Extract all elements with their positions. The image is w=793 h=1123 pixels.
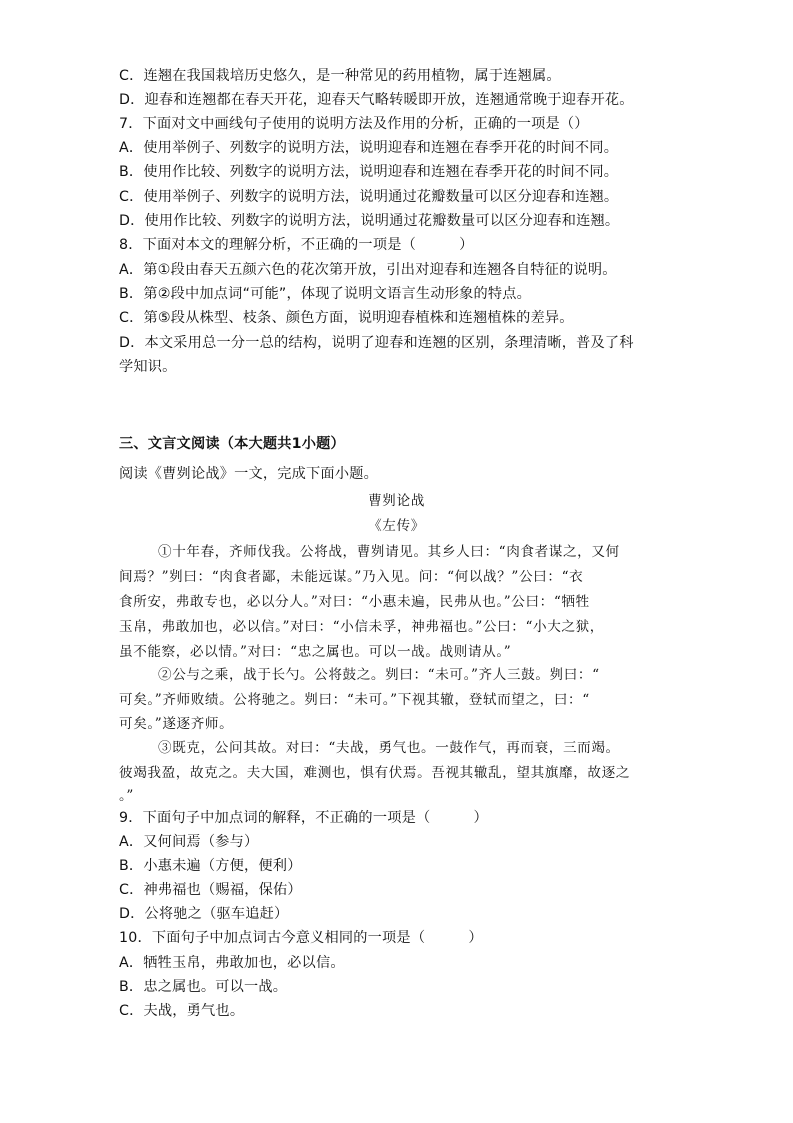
q9-option-d: D．公将驰之（驱车追赶） [119, 906, 289, 922]
q10-option-a: A．牺牲玉帛，弗敢加也，必以信。 [119, 955, 345, 971]
q7-option-c: C．使用举例子、列数字的说明方法，说明通过花瓣数量可以区分迎春和连翘。 [119, 189, 619, 205]
q10-option-b: B．忠之属也。可以一战。 [119, 979, 288, 995]
section-heading: 三、文言文阅读（本大题共1小题） [119, 436, 345, 452]
passage-p3-line2: 彼竭我盈，故克之。夫大国，难测也，惧有伏焉。吾视其辙乱，望其旗靡，故逐之 [119, 765, 630, 781]
q6-option-c: C．连翘在我国栽培历史悠久，是一种常见的药用植物，属于连翘属。 [119, 68, 561, 84]
q9-option-a: A．又何间焉（参与） [119, 834, 259, 850]
q8-option-a: A．第①段由春天五颜六色的花次第开放，引出对迎春和连翘各自特征的说明。 [119, 262, 617, 278]
passage-p1-line5: 虽不能察，必以情。”对曰：“忠之属也。可以一战。战则请从。” [119, 644, 512, 660]
passage-author: 《左传》 [368, 518, 425, 534]
q6-option-d: D．迎春和连翘都在春天开花，迎春天气略转暖即开放，连翘通常晚于迎春开花。 [119, 92, 634, 108]
passage-p2-line2: 可矣。”齐师败绩。公将驰之。刿曰：“未可。”下视其辙，登轼而望之，曰：“ [119, 692, 590, 708]
passage-p1-line1: ①十年春，齐师伐我。公将战，曹刿请见。其乡人曰：“肉食者谋之，又何 [158, 544, 620, 560]
passage-p2-line1: ②公与之乘，战于长勺。公将鼓之。刿曰：“未可。”齐人三鼓。刿曰：“ [158, 667, 600, 683]
q9-option-b: B．小惠未遍（方便，便利） [119, 858, 302, 874]
passage-p1-line2: 间焉？”刿曰：“肉食者鄙，未能远谋。”乃入见。问：“何以战？”公曰：“衣 [119, 569, 584, 585]
q8-option-b: B．第②段中加点词“可能”，体现了说明文语言生动形象的特点。 [119, 286, 532, 302]
section-intro: 阅读《曹刿论战》一文，完成下面小题。 [119, 466, 378, 482]
passage-p1-line4: 玉帛，弗敢加也，必以信。”对曰：“小信未孚，神弗福也。”公曰：“小大之狱， [119, 619, 604, 635]
q10-option-c: C．夫战，勇气也。 [119, 1003, 245, 1019]
q10-stem: 10．下面句子中加点词古今意义相同的一项是（ ） [119, 930, 483, 946]
q8-stem: 8．下面对本文的理解分析，不正确的一项是（ ） [119, 237, 474, 253]
q7-option-a: A．使用举例子、列数字的说明方法，说明迎春和连翘在春季开花的时间不同。 [119, 140, 619, 156]
q9-option-c: C．神弗福也（赐福，保佑） [119, 882, 302, 898]
passage-p2-line3: 可矣。”遂逐齐师。 [119, 716, 234, 732]
q9-stem: 9．下面句子中加点词的解释，不正确的一项是（ ） [119, 810, 488, 826]
passage-p1-line3: 食所安，弗敢专也，必以分人。”对曰：“小惠未遍，民弗从也。”公曰：“牺牲 [119, 594, 590, 610]
q7-option-b: B．使用作比较、列数字的说明方法，说明迎春和连翘在春季开花的时间不同。 [119, 164, 619, 180]
q8-option-d-line1: D．本文采用总一分一总的结构，说明了迎春和连翘的区别，条理清晰，普及了科 [119, 335, 634, 351]
passage-title: 曹刿论战 [368, 493, 425, 509]
passage-p3-line1: ③既克，公问其故。对曰：“夫战，勇气也。一鼓作气，再而衰，三而竭。 [158, 740, 620, 756]
q8-option-c: C．第⑤段从株型、枝条、颜色方面，说明迎春植株和连翘植株的差异。 [119, 310, 574, 326]
q7-option-d: D．使用作比较、列数字的说明方法，说明通过花瓣数量可以区分迎春和连翘。 [119, 213, 620, 229]
q7-stem: 7．下面对文中画线句子使用的说明方法及作用的分析，正确的一项是（） [119, 116, 589, 132]
passage-p3-line3: 。” [119, 788, 134, 804]
q8-option-d-line2: 学知识。 [119, 359, 177, 375]
